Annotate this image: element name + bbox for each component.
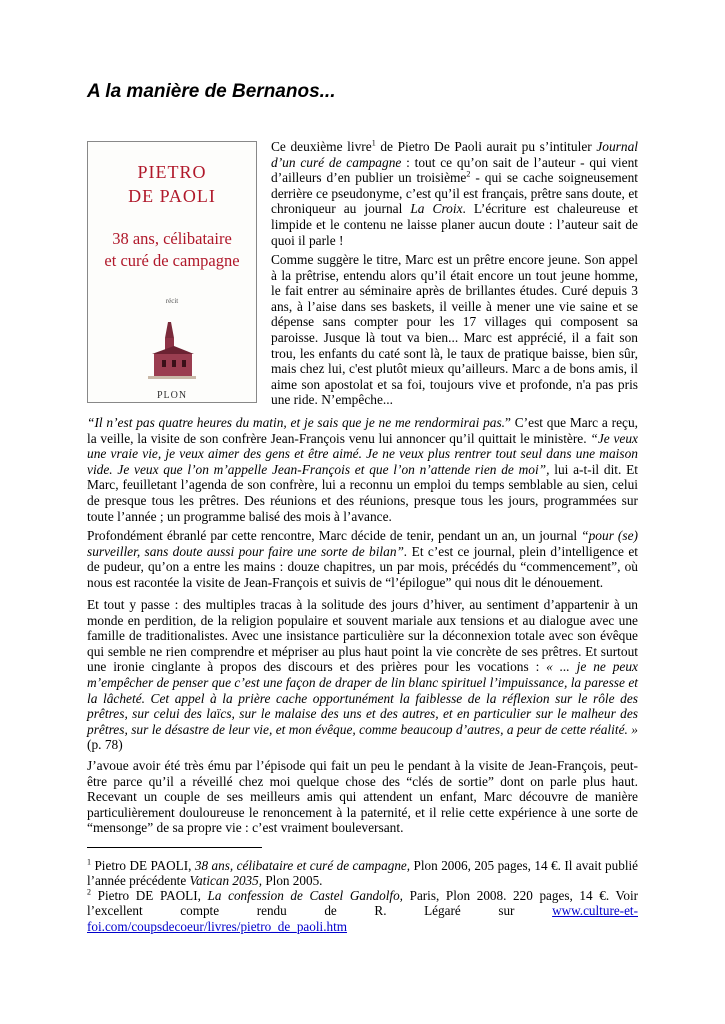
cover-author (88, 160, 256, 208)
book-cover-image (87, 141, 257, 403)
cover-title (88, 228, 256, 272)
cover-title-line2: et curé de campagne (104, 251, 240, 270)
church-icon (144, 320, 200, 382)
paragraph-themes: Et tout y passe : des multiples tracas à la solitude des jours d’hiver, au sentiment d’appartenir à un monde en perdition, de la religion populaire et souvent mariale aux tensions et au dialogue avec une famille de traditionalistes. Avec une insistance particulière sur la déconnexion totale avec son évêque qui semble ne rien comprendre et mépriser au plus haut point la vie concrète de ses prêtres. Et surtout une ironie cinglante à propos des discours et des prières pour les vocations : « ... je ne peux m’empêcher de penser que c’est une façon de draper de lin blanc spirituel l’impuissance, la paresse et la lâcheté. Cet appel à la prière cache opportunément la faiblesse de la réflexion sur le rôle des prêtres, sur celui des laïcs, sur le malaise des uns et des autres, et en particulier sur le malheur des prêtres, sur le désastre de leur vie, et mon évêque, comme beaucoup d’autres, a peur de cette réalité. » (p. 78) (87, 597, 638, 753)
page-title: A la manière de Bernanos... (87, 81, 336, 102)
paragraph-intro: Ce deuxième livre$^1$ de Pietro De Paoli aurait pu s’intituler Journal d’un curé de campagne : tout ce qu’on sait de l’auteur - qui vient d’ailleurs d’en publier un troisième$^2$ - qui se cache soigneusement derrière ce pseudonyme, c’est qu’il est français, prêtre sans doute, et chroniqueur au journal La Croix. L’écriture est chaleureuse et limpide et le contenu ne laisse planer aucun doute : l’auteur sait de quoi il parle ! (271, 138, 639, 248)
footnote-ref-1[interactable]: 1 (371, 138, 376, 148)
cover-publisher: PLON (156, 389, 188, 401)
footnote-ref-2[interactable]: 2 (466, 169, 471, 179)
paragraph-emotion: J’avoue avoir été très ému par l’épisode qui fait un peu le pendant à la visite de Jean-François, peut-être parce qu’il a réveillé chez moi quelque chose des “clés de sortie” dont on parle plus haut. Recevant un couple de ses meilleurs amis qui attendent un enfant, Marc découvre de manière particulièrement douloureuse le renoncement à la paternité, et il relie cette expérience à une sorte de “mensonge” de sa propre vie : c’est vraiment bouleversant. (87, 758, 638, 836)
cover-author-line1: PIETRO (137, 162, 207, 182)
paragraph-journal: Profondément ébranlé par cette rencontre, Marc décide de tenir, pendant un an, un journal “pour (se) surveiller, sans doute aussi pour faire une sorte de bilan”. Et c’est ce journal, plein d’intelligence et de pudeur, qu’on a entre les mains : douze chapitres, un par mois, précédés du “commencement”, où nous est racontée la visite de Jean-François et suivis de “l’épilogue” qui nous dit le dénouement. (87, 528, 638, 590)
paragraph-marc: Comme suggère le titre, Marc est un prêtre encore jeune. Son appel à la prêtrise, entendu alors qu’il était encore un tout jeune homme, le fait entrer au séminaire après de brillantes études. Curé depuis 3 ans, à l’aise dans ses baskets, il veille à mener une vie saine et se dépense sans compter pour les 17 villages qui composent sa paroisse. Jusque là tout va bien... Marc est apprécié, il a fait son trou, les enfants du caté sont là, le taux de pratique baisse, bien sûr, mais chez lui, c'est plutôt mieux qu’ailleurs. Marc a de bons amis, il aime son apostolat et sa foi, toujours vive et profonde, n'a pas pris une ride. N’empêche... (271, 252, 638, 408)
cover-author-line2: DE PAOLI (128, 186, 216, 206)
footnote-1: $^1$ Pietro DE PAOLI, 38 ans, célibataire et curé de campagne, Plon 2006, 205 pages, 14 €. Il avait publié l’année précédente Vatican 2035, Plon 2005. (87, 857, 638, 889)
cover-title-line1: 38 ans, célibataire (112, 229, 232, 248)
paragraph-visit: “Il n’est pas quatre heures du matin, et je sais que je ne me rendormirai pas.” C’est que Marc a reçu, la veille, la visite de son confrère Jean-François venu lui annoncer qu’il quittait le ministère. “Je veux une vraie vie, je veux aimer des gens et être aimé. Je ne veux plus rentrer tout seul dans une maison vide. Je veux que l’on m’appelle Jean-François et que l’on n’attende rien de moi”, lui a-t-il dit. Et Marc, feuilletant l’agenda de son confrère, lui a reconnu un emploi du temps semblable au sien, celui de presque tous les prêtres. Des réunions et des réunions, presque tous les jours, programmées sur toute l’année ; un programme balisé des mois à l’avance. (87, 415, 638, 524)
cover-genre: récit (165, 297, 179, 305)
review-link[interactable]: www.culture-et-foi.com/coupsdecoeur/livres/pietro_de_paoli.htm (87, 903, 638, 934)
footnote-divider (87, 847, 262, 848)
footnote-2: $^2$ Pietro DE PAOLI, La confession de Castel Gandolfo, Paris, Plon 2008. 220 pages, 14 €. Voir l’excellent compte rendu de R. Légaré sur www.culture-et-foi.com/coupsdecoeur/livres/pietro_de_paoli.htm (87, 887, 638, 934)
